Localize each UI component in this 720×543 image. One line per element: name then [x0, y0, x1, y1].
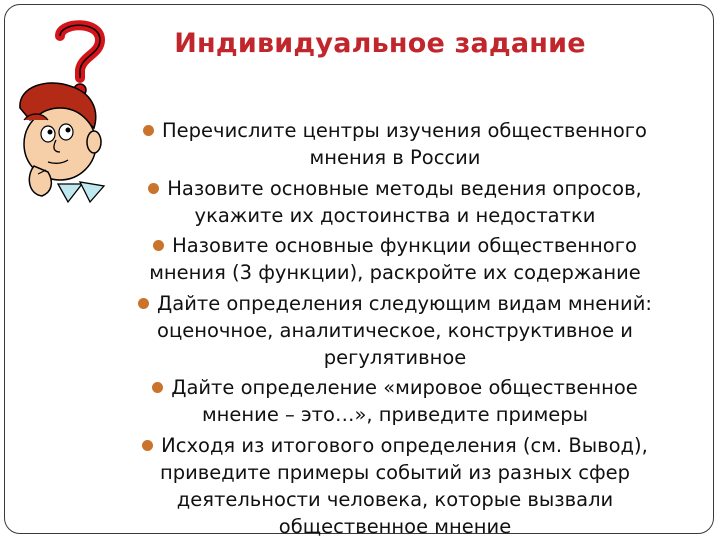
- item-line: Назовите основные методы ведения опросов,: [167, 176, 642, 200]
- item-line: мнение – это…», приведите примеры: [201, 403, 589, 426]
- item-line: оценочное, аналитическое, конструктивное и: [157, 318, 633, 342]
- item-line: приведите примеры событий из разных сфер: [159, 460, 631, 484]
- item-line: Назовите основные функции общественного: [172, 234, 637, 257]
- slide-title: Индивидуальное задание: [174, 28, 586, 59]
- item-line: мнения в России: [309, 146, 481, 169]
- list-item: [95, 175, 695, 229]
- bullet-icon: [138, 298, 149, 309]
- item-line: укажите их достоинства и недостатки: [194, 203, 596, 227]
- bullet-icon: [142, 440, 153, 451]
- item-line: Дайте определение «мировое общественное: [171, 376, 638, 399]
- item-line: мнения (3 функции), раскройте их содержание: [149, 261, 641, 284]
- list-item: [95, 290, 695, 371]
- list-item: [95, 432, 695, 540]
- item-line: Перечислите центры изучения общественного: [162, 119, 647, 142]
- bullet-icon: [153, 240, 164, 251]
- bullet-icon: [148, 183, 159, 194]
- list-item: [95, 374, 695, 428]
- bullet-icon: [143, 125, 154, 136]
- task-list: [95, 117, 695, 543]
- item-line: деятельности человека, которые вызвали: [176, 487, 614, 511]
- item-line: регулятивное: [323, 345, 467, 369]
- list-item: [95, 232, 695, 286]
- list-item: [95, 117, 695, 171]
- item-line: Исходя из итогового определения (см. Вывод),: [161, 433, 648, 457]
- bullet-icon: [152, 382, 163, 393]
- item-line: общественное мнение: [278, 514, 512, 538]
- item-line: Дайте определения следующим видам мнений:: [157, 291, 652, 315]
